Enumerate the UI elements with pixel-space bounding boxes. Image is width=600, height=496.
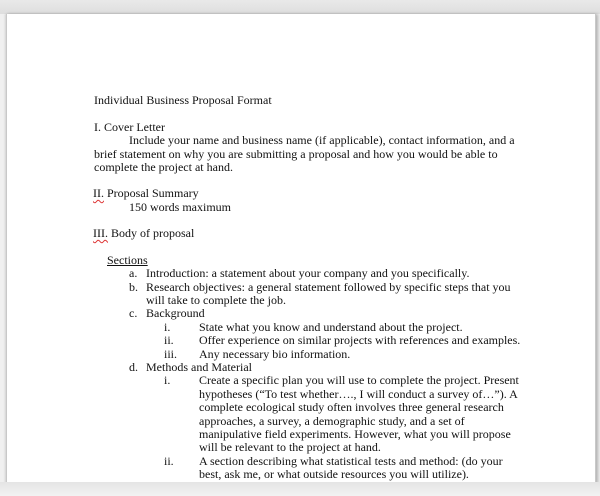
sections-heading: Sections	[107, 253, 148, 267]
list-item: State what you know and understand about the project.	[199, 320, 463, 334]
list-item: Background	[146, 306, 205, 320]
section-numeral: III.	[93, 226, 108, 240]
list-item: Any necessary bio information.	[199, 347, 351, 361]
body-text-line: brief statement on why you are submitting a proposal and how you would be able to	[94, 146, 498, 161]
document-title: Individual Business Proposal Format	[94, 93, 272, 107]
list-marker: a.	[129, 266, 138, 280]
list-item-continuation: will take to complete the job.	[146, 293, 286, 307]
list-marker: iii.	[164, 347, 178, 361]
section-numeral: II.	[93, 186, 104, 200]
section-heading-text: Proposal Summary	[104, 186, 199, 200]
list-marker: ii.	[164, 454, 174, 468]
list-marker: b.	[129, 280, 138, 294]
list-marker: c.	[129, 306, 138, 320]
list-item: Introduction: a statement about your company and you specifically.	[146, 266, 470, 280]
document-page	[6, 14, 596, 484]
body-text-line: Include your name and business name (if applicable), contact information, and a	[129, 133, 515, 147]
list-item-continuation: will be relevant to the project at hand.	[199, 440, 381, 454]
list-item-continuation: manipulative field experiments. However, what you will propose	[199, 427, 511, 441]
list-item: A section describing what statistical tests and method: (do your	[199, 454, 503, 468]
list-marker: i.	[164, 373, 171, 387]
list-item-continuation: hypotheses (“To test whether…., I will conduct a survey of…”). A	[199, 387, 518, 401]
list-item-continuation: complete ecological study often involves three general research	[199, 400, 504, 414]
list-item-continuation: approaches, a survey, a demographic study, and a set of	[199, 414, 465, 428]
section-heading-text: Cover Letter	[101, 120, 165, 134]
window-top-edge	[0, 0, 600, 14]
section-proposal-summary-heading	[93, 187, 199, 201]
body-text-line: complete the project at hand.	[94, 160, 233, 174]
section-numeral: I.	[94, 120, 101, 134]
list-marker: d.	[129, 360, 138, 374]
list-marker: ii.	[164, 333, 174, 347]
section-heading-text: Body of proposal	[108, 226, 195, 240]
list-item: Create a specific plan you will use to complete the project. Present	[199, 373, 519, 387]
window-bottom-edge	[0, 482, 600, 496]
body-text-line: 150 words maximum	[129, 200, 231, 214]
list-marker: i.	[164, 320, 171, 334]
list-item: Methods and Material	[146, 360, 252, 374]
section-body-heading	[93, 227, 194, 241]
list-item: Offer experience on similar projects with references and examples.	[199, 333, 521, 347]
list-item: Research objectives: a general statement followed by specific steps that you	[146, 280, 511, 294]
list-item-continuation: best, ask me, or what outside resources you will utilize).	[199, 467, 469, 481]
